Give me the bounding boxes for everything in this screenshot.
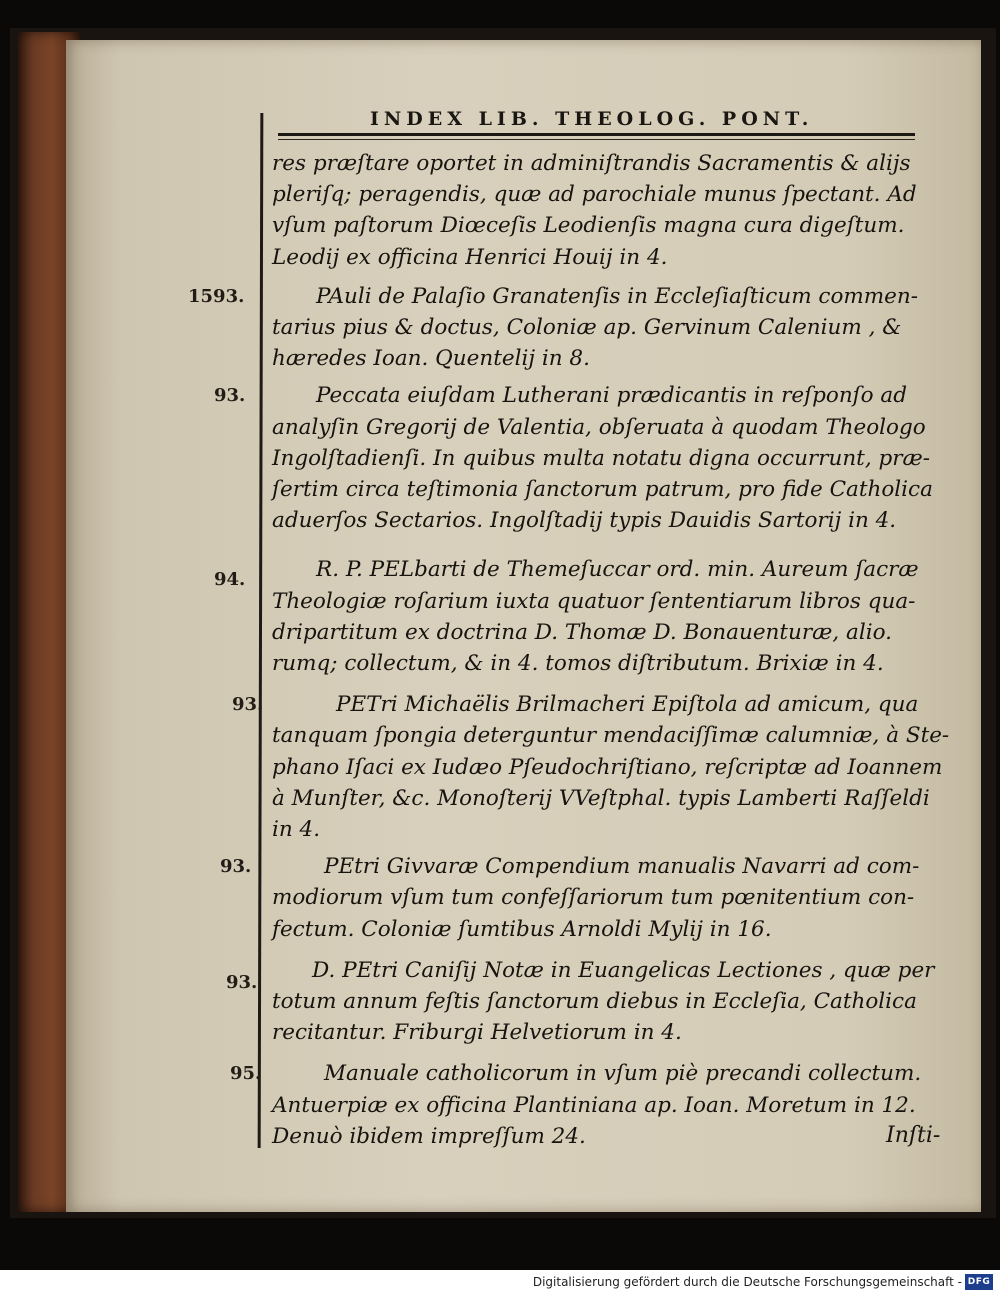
header-rule (278, 133, 915, 136)
entry-year: 93. (220, 856, 252, 878)
index-entry (232, 689, 950, 845)
dfg-logo-icon[interactable]: DFG (965, 1274, 993, 1290)
index-entry (220, 851, 937, 945)
index-entry (272, 148, 937, 273)
entry-line: D. PEtri Caniſij Notæ in Euangelicas Lectiones , quæ per (312, 957, 935, 983)
entry-line: rumq; collectum, & in 4. tomos diſtributum. Brixiæ in 4. (272, 651, 884, 677)
entry-line: phano Iſaci ex Iudæo Pſeudochriſtiano, reſcriptæ ad Ioannem (272, 754, 943, 780)
entry-year: 93. (214, 385, 246, 407)
entry-line: à Munſter, &c. Monoſterij VVeſtphal. typis Lamberti Raſſeldi (272, 785, 930, 811)
entry-year: 95. (230, 1063, 262, 1085)
entry-year: 93. (232, 694, 264, 716)
entry-line: modiorum vſum tum confeſſariorum tum pœnitentium con- (272, 885, 915, 911)
entry-line: dripartitum ex doctrina D. Thomæ D. Bonauenturæ, alio. (272, 619, 893, 645)
entry-line: recitantur. Friburgi Helvetiorum in 4. (272, 1020, 682, 1046)
entry-line: pleriſq; peragendis, quæ ad parochiale munus ſpectant. Ad (272, 182, 917, 208)
entry-line: Antuerpiæ ex officina Plantiniana ap. Ioan. Moretum in 12. (272, 1092, 916, 1118)
index-entry (226, 955, 937, 1049)
entry-line: Theologiæ roſarium iuxta quatuor ſententiarum libros qua- (272, 588, 916, 614)
entry-line: vſum paſtorum Diœceſis Leodienſis magna cura digeſtum. (272, 213, 905, 239)
entry-year: 1593. (188, 285, 245, 307)
funding-notice[interactable]: Digitalisierung gefördert durch die Deutsche Forschungsgemeinschaft - (532, 1275, 962, 1289)
entry-line: hæredes Ioan. Quentelij in 8. (272, 346, 590, 372)
entry-line: aduerſos Sectarios. Ingolſtadij typis Dauidis Sartorij in 4. (272, 508, 897, 534)
entry-line: Leodij ex officina Henrici Houij in 4. (272, 244, 668, 270)
entry-year: 93. (226, 971, 258, 993)
entry-line: R. P. PELbarti de Themeſuccar ord. min. Aureum ſacræ (316, 557, 919, 583)
running-header: INDEX LIB. THEOLOG. PONT. (370, 108, 814, 130)
entry-line: fectum. Coloniæ ſumtibus Arnoldi Mylij in 16. (272, 916, 772, 942)
entry-line: in 4. (272, 817, 321, 843)
index-entries (188, 148, 950, 1154)
entry-line: tarius pius & doctus, Coloniæ ap. Gervinum Calenium , & (272, 315, 902, 341)
index-entry (214, 380, 937, 536)
index-entry (188, 281, 937, 375)
header-rule-thin (278, 139, 915, 140)
index-entry (230, 1058, 937, 1152)
entry-line: PETri Michaëlis Brilmacheri Epiſtola ad amicum, qua (336, 692, 919, 718)
entry-line: Peccata eiuſdam Lutherani prædicantis in reſponſo ad (316, 383, 907, 409)
catchword: Inſti- (886, 1123, 941, 1148)
entry-line: ſertim circa teſtimonia ſanctorum patrum, pro fide Catholica (272, 477, 933, 503)
entry-line: PEtri Givvaræ Compendium manualis Navarri ad com- (324, 854, 920, 880)
entry-line: totum annum feſtis ſanctorum diebus in Eccleſia, Catholica (272, 989, 917, 1015)
entry-line: tanquam ſpongia deterguntur mendaciſſimæ calumniæ, à Ste- (272, 723, 950, 749)
entry-line: Denuò ibidem impreſſum 24. (272, 1123, 586, 1149)
entry-line: analyſin Gregorij de Valentia, obſeruata à quodam Theologo (272, 414, 926, 440)
entry-line: PAuli de Palaſio Granatenſis in Eccleſiaſticum commen- (316, 283, 919, 309)
entry-line: Manuale catholicorum in vſum piè precandi collectum. (324, 1061, 922, 1087)
entry-line: Ingolſtadienſi. In quibus multa notatu digna occurrunt, præ- (272, 445, 931, 471)
entry-year: 94. (214, 569, 246, 591)
footer-bar (0, 1270, 1000, 1295)
index-entry (214, 554, 937, 679)
entry-line: res præſtare oportet in adminiſtrandis Sacramentis & alijs (272, 151, 911, 176)
